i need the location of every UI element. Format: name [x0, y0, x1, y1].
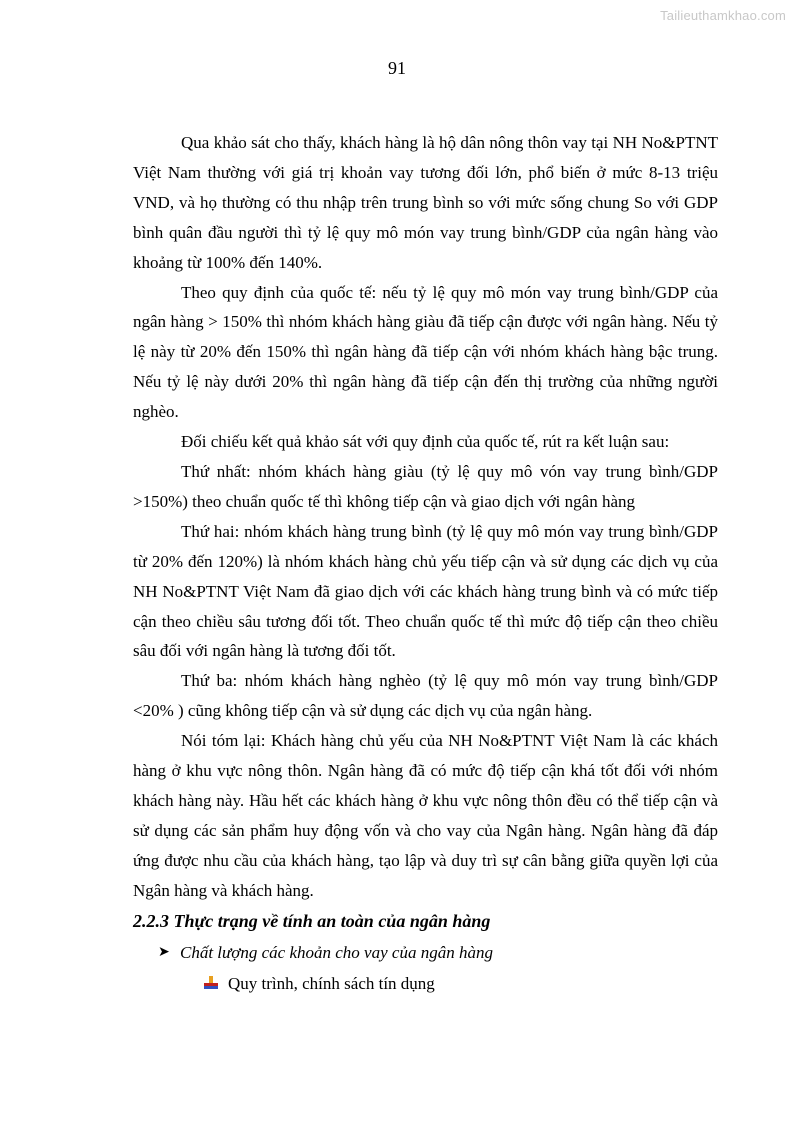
bullet-item-level2	[133, 968, 718, 999]
bullet-text: Chất lượng các khoản cho vay của ngân hàng	[180, 942, 493, 962]
arrow-bullet-icon: ➤	[158, 944, 170, 960]
bullet-item-level1	[133, 937, 718, 968]
watermark: Tailieuthamkhao.com	[660, 8, 786, 23]
paragraph: Qua khảo sát cho thấy, khách hàng là hộ dân nông thôn vay tại NH No&PTNT Việt Nam thường với giá trị khoản vay tương đối lớn, phổ biến ở mức 8-13 triệu VND, và họ thường có thu nhập trên trung bình so với mức sống chung So với GDP bình quân đầu người thì tỷ lệ quy mô món vay trung bình/GDP của ngân hàng vào khoảng từ 100% đến 140%.	[133, 133, 718, 272]
paragraph: Thứ nhất: nhóm khách hàng giàu (tỷ lệ quy mô vón vay trung bình/GDP >150%) theo chuẩn quốc tế thì không tiếp cận và giao dịch với ngân hàng	[133, 461, 718, 511]
paragraph: Nói tóm lại: Khách hàng chủ yếu của NH No&PTNT Việt Nam là các khách hàng ở khu vực nông thôn. Ngân hàng đã có mức độ tiếp cận khá tốt đối với nhóm khách hàng này. Hầu hết các khách hàng ở khu vực nông thôn đều có thể tiếp cận và sử dụng các sản phẩm huy động vốn và cho vay của Ngân hàng. Ngân hàng đã đáp ứng được nhu cầu của khách hàng, tạo lập và duy trì sự cân bằng giữa quyền lợi của Ngân hàng và khách hàng.	[133, 731, 718, 900]
page-number: 91	[388, 58, 406, 78]
bullet-text: Quy trình, chính sách tín dụng	[228, 973, 435, 993]
paragraph: Đối chiếu kết quả khảo sát với quy định của quốc tế, rút ra kết luận sau:	[181, 432, 670, 452]
section-heading: 2.2.3 Thực trạng về tính an toàn của ngân hàng	[133, 910, 491, 931]
document-body	[133, 128, 718, 999]
paragraph: Thứ ba: nhóm khách hàng nghèo (tỷ lệ quy mô món vay trung bình/GDP <20% ) cũng không tiếp cận và sử dụng các dịch vụ của ngân hàng.	[133, 671, 718, 721]
paragraph: Thứ hai: nhóm khách hàng trung bình (tỷ lệ quy mô món vay trung bình/GDP từ 20% đến 120%) là nhóm khách hàng chủ yếu tiếp cận và sử dụng các dịch vụ của NH No&PTNT Việt Nam đã giao dịch với các khách hàng trung bình và có mức tiếp cận theo chiều sâu tương đối tốt. Theo chuẩn quốc tế thì mức độ tiếp cận theo chiều sâu đối với ngân hàng là tương đối tốt.	[133, 521, 718, 661]
colored-cross-bullet-icon	[204, 968, 228, 999]
paragraph: Theo quy định của quốc tế: nếu tỷ lệ quy mô món vay trung bình/GDP của ngân hàng > 150% thì nhóm khách hàng giàu đã tiếp cận được với ngân hàng. Nếu tỷ lệ này từ 20% đến 150% thì ngân hàng đã tiếp cận với nhóm khách hàng bậc trung. Nếu tỷ lệ này dưới 20% thì ngân hàng đã tiếp cận đến thị trường của những người nghèo.	[133, 282, 718, 422]
